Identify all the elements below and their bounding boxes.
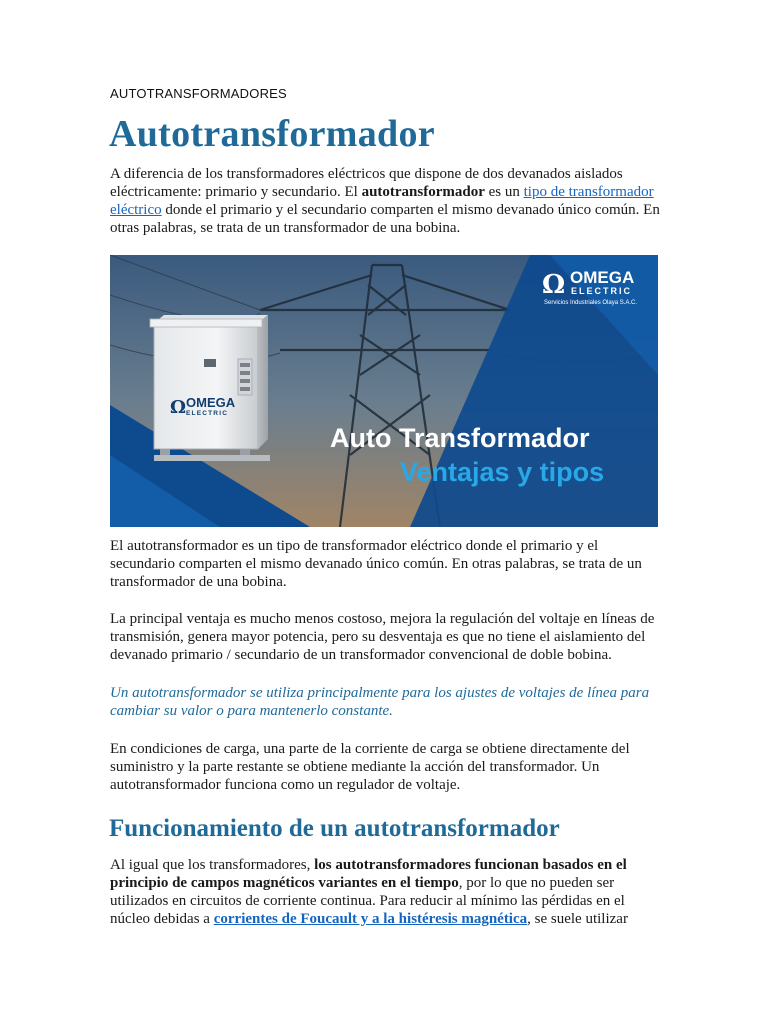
- svg-text:Ω: Ω: [170, 397, 187, 418]
- document-kicker: AUTOTRANSFORMADORES: [110, 86, 287, 101]
- intro-bold: autotransformador: [361, 184, 485, 200]
- omega-logo: [542, 270, 565, 300]
- banner-title-line1: Auto Transformador: [330, 423, 590, 453]
- paragraph-highlight: Un autotransformador se utiliza principalmente para los ajustes de voltajes de línea para cambiar su valor o para mantenerlo constante.: [110, 685, 650, 719]
- banner-brand-bottom: ELECTRIC: [571, 286, 632, 296]
- link-tipo-transformador[interactable]: tipo de transformador eléctrico: [110, 184, 654, 218]
- intro-paragraph: [110, 165, 660, 237]
- banner-image: [110, 255, 658, 527]
- cabinet-brand-top: OMEGA: [186, 395, 236, 410]
- intro-text-1: A diferencia de los transformadores eléctricos que dispone de dos devanados aislados eléctricamente: primario y secundario. El: [110, 166, 623, 200]
- paragraph-carga: En condiciones de carga, una parte de la corriente de carga se obtiene directamente del suministro y la parte restante se obtiene mediante la acción del transformador. Un autotransformador funciona como un regulador de voltaje.: [110, 741, 630, 793]
- func-bold: los autotransformadores funcionan basados en el principio de campos magnéticos variantes en el tiempo: [110, 857, 627, 891]
- svg-text:Ω: Ω: [542, 270, 566, 300]
- section-title: Funcionamiento de un autotransformador: [109, 815, 560, 842]
- page-title: Autotransformador: [109, 113, 435, 155]
- paragraph-funcionamiento: [110, 856, 660, 928]
- transformer-cabinet-graphic: [150, 315, 270, 461]
- func-text-2: , por lo que no pueden ser utilizados en circuitos de corriente continua. Para reducir al mínimo las pérdidas en el núcleo debidas a: [110, 875, 625, 927]
- func-text-1: Al igual que los transformadores,: [110, 857, 315, 873]
- paragraph-ventaja: La principal ventaja es mucho menos costoso, mejora la regulación del voltaje en líneas de transmisión, genera mayor potencia, pero su desventaja es que no tiene el aislamiento del devanado primario / secundario de un transformador convencional de doble bobina.: [110, 611, 655, 663]
- intro-text-2: es un: [484, 184, 524, 200]
- banner-brand-tagline: Servicios Industriales Olaya S.A.C.: [544, 300, 638, 306]
- banner-brand-top: OMEGA: [570, 268, 635, 287]
- banner-title-line2: Ventajas y tipos: [400, 457, 605, 487]
- cabinet-brand-bottom: ELECTRIC: [186, 410, 229, 417]
- paragraph-definition: El autotransformador es un tipo de transformador eléctrico donde el primario y el secundario comparten el mismo devanado único común. En otras palabras, se trata de un transformador de una bobina.: [110, 538, 642, 590]
- func-text-3: , se suele utilizar: [527, 911, 628, 927]
- intro-text-3: donde el primario y el secundario comparten el mismo devanado único común. En otras palabras, se trata de un transformador de una bobina.: [110, 202, 660, 236]
- link-corrientes-foucault[interactable]: corrientes de Foucault y a la histéresis magnética: [213, 911, 528, 927]
